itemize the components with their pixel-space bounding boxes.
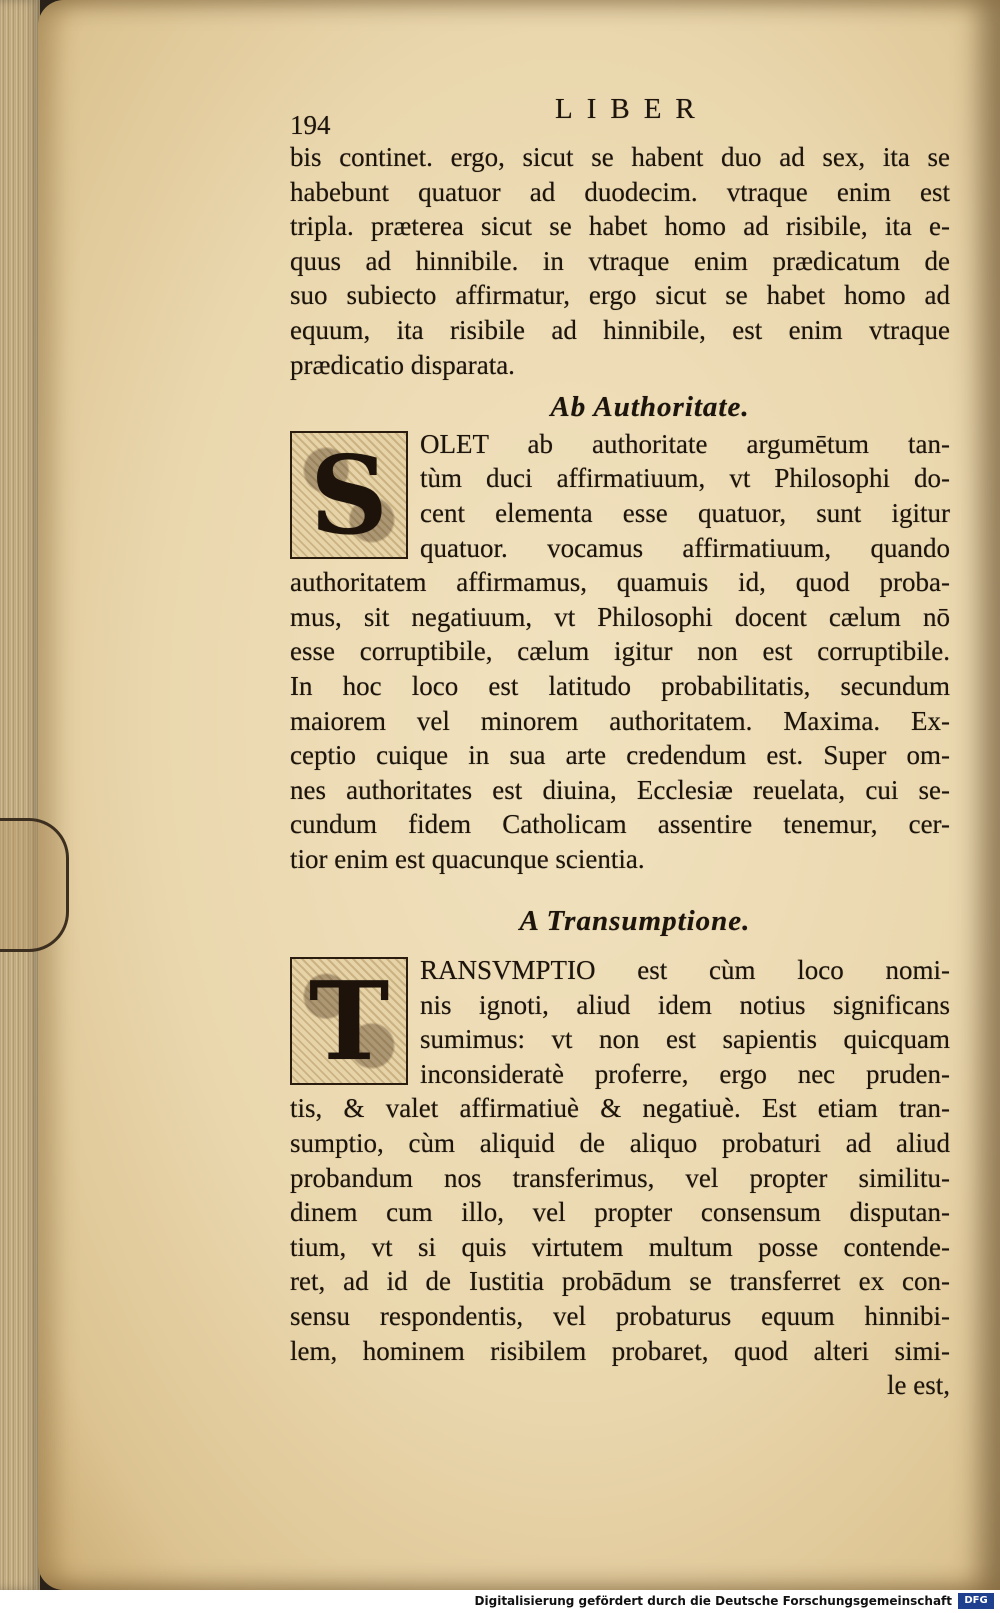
page-edges (0, 0, 40, 1590)
text-line: sensu respondentis, vel probaturus equum hinnibi- (290, 1301, 950, 1331)
text-line: habebunt quatuor ad duodecim. vtraque enim est (290, 176, 950, 207)
text-line: tripla. præterea sicut se habet homo ad risibile, ita e- (290, 211, 950, 242)
text-line: dinem cum illo, vel propter consensum disputan- (290, 1197, 950, 1228)
decorated-initial-t (290, 957, 408, 1085)
catchword: le est, (887, 1370, 950, 1401)
text-line: tior enim est quacunque scientia. (290, 843, 645, 874)
section-heading-transumptione: A Transumptione. (519, 905, 751, 938)
text-line: cundum fidem Catholicam assentire tenemur, cer- (290, 809, 950, 840)
text-line: nes authoritates est diuina, Ecclesiæ reuelata, cui se- (290, 774, 950, 805)
text-line: ret, ad id de Iustitia probādum se transferret ex con- (290, 1266, 950, 1297)
text-line: ceptio cuique in sua arte credendum est. Super om- (290, 740, 950, 771)
dfg-logo: DFG (958, 1593, 994, 1609)
text-line: esse corruptibile, cælum igitur non est corruptibile. (290, 636, 950, 667)
text-line: sumimus: vt non est sapientis quicquam (420, 1024, 950, 1055)
digitization-footer (0, 1590, 1000, 1613)
decorated-initial-s (290, 431, 408, 559)
text-line: tis, & valet affirmatiuè & negatiuè. Est etiam tran- (290, 1093, 950, 1124)
running-title: LIBER (555, 93, 709, 125)
text-line: mus, sit negatiuum, vt Philosophi docent cælum nō (290, 601, 950, 632)
text-line: lem, hominem risibilem probaret, quod alteri simi- (290, 1335, 950, 1366)
section-transumptione (290, 953, 950, 1403)
text-line: In hoc loco est latitudo probabilitatis, secundum (290, 670, 950, 701)
text-line: suo subiecto affirmatur, ergo sicut se habet homo ad (290, 280, 950, 311)
page-text (290, 88, 950, 1403)
book-clasp (0, 818, 69, 952)
text-line: inconsideratè proferre, ergo nec pruden- (420, 1058, 950, 1089)
text-line: cent elementa esse quatuor, sunt igitur (420, 497, 950, 528)
page-number: 194 (290, 110, 331, 140)
text-line: RANSVMPTIO est cùm loco nomi- (420, 955, 950, 986)
text-line: tùm duci affirmatiuum, vt Philosophi do- (420, 463, 950, 494)
section-authoritate (290, 427, 950, 877)
funding-credit: Digitalisierung gefördert durch die Deutsche Forschungsgemeinschaft (474, 1594, 952, 1608)
paragraph-1 (290, 140, 950, 382)
section-heading-authoritate: Ab Authoritate. (550, 391, 750, 424)
text-line: authoritatem affirmamus, quamuis id, quod proba- (290, 567, 950, 598)
text-line: tium, vt si quis virtutem multum posse contende- (290, 1231, 950, 1262)
text-line: quatuor. vocamus affirmatiuum, quando (420, 532, 950, 563)
initial-letter: S (310, 432, 388, 559)
text-line: bis continet. ergo, sicut se habent duo ad sex, ita se (290, 142, 950, 172)
text-line: quus ad hinnibile. in vtraque enim prædicatum de (290, 245, 950, 276)
text-line: maiorem vel minorem authoritatem. Maxima. Ex- (290, 705, 950, 736)
text-line: sumptio, cùm aliquid de aliquo probaturi ad aliud (290, 1128, 950, 1159)
initial-letter: T (308, 959, 390, 1086)
running-head (290, 88, 950, 140)
text-line: nis ignoti, aliud idem notius significans (420, 989, 950, 1020)
text-line: probandum nos transferimus, vel propter similitu- (290, 1162, 950, 1193)
text-line: OLET ab authoritate argumētum tan- (420, 428, 950, 459)
text-line: prædicatio disparata. (290, 349, 515, 380)
text-line: equum, ita risibile ad hinnibile, est enim vtraque (290, 314, 950, 345)
